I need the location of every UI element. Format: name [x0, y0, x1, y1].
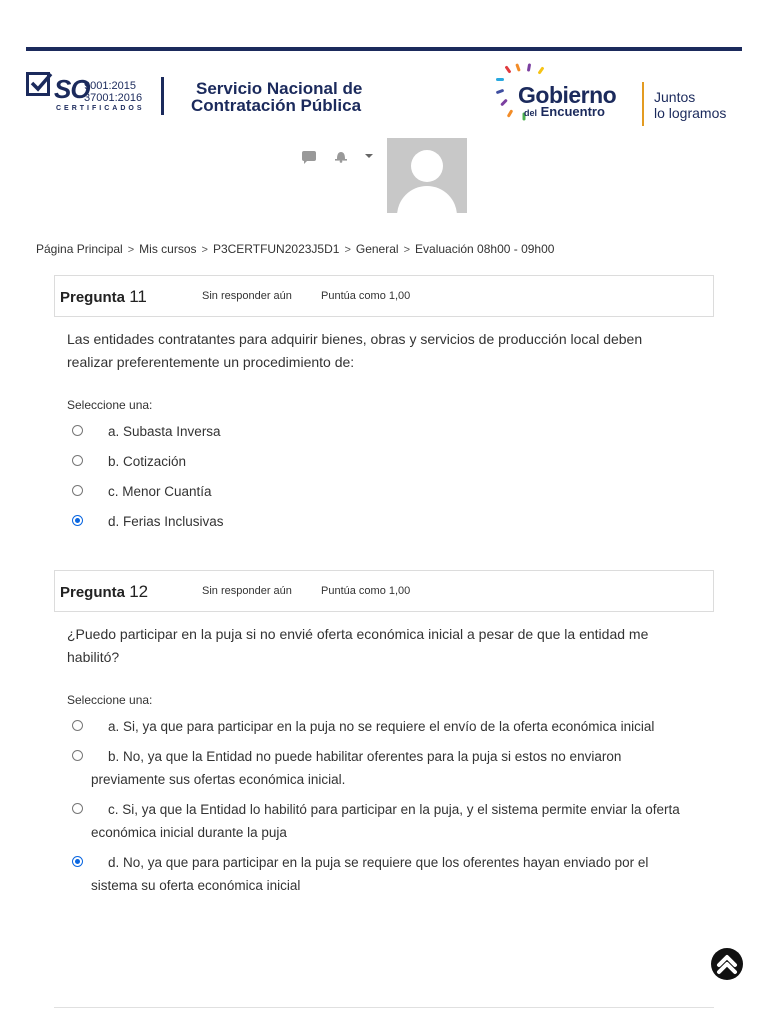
select-one-label: Seleccione una: — [67, 693, 153, 707]
answer-option[interactable] — [72, 480, 682, 503]
answer-option-label[interactable]: d. No, ya que para participar en la puja se requiere que los oferentes hayan enviado por el sistema su oferta económica inicial — [91, 855, 649, 893]
iso-certification-logo — [26, 72, 145, 116]
logo-ray — [515, 63, 521, 72]
chevron-right-icon: > — [201, 244, 208, 256]
iso-caption: CERTIFICADOS — [56, 105, 145, 112]
logo-ray — [504, 65, 511, 73]
logo-ray — [537, 66, 544, 74]
gobierno-subtitle-main: Encuentro — [540, 104, 605, 119]
question-title-prefix: Pregunta — [60, 289, 126, 306]
radio-button[interactable] — [72, 485, 83, 496]
gobierno-title: Gobierno — [518, 82, 617, 108]
answer-option[interactable] — [72, 420, 682, 443]
question-header — [54, 570, 714, 612]
avatar[interactable] — [387, 138, 467, 213]
question-number: 11 — [129, 287, 147, 306]
answer-option[interactable] — [72, 510, 682, 533]
gobierno-subtitle-prefix: del — [524, 108, 538, 118]
breadcrumb-course[interactable]: P3CERTFUN2023J5D1 — [212, 242, 340, 256]
answer-option[interactable] — [72, 851, 682, 897]
bell-icon[interactable] — [334, 149, 347, 163]
slogan-line-2: lo logramos — [654, 105, 727, 121]
question-text: ¿Puedo participar en la puja si no envié oferta económica inicial a pesar de que la entidad me habilitó? — [67, 626, 649, 665]
radio-button[interactable] — [72, 455, 83, 466]
answer-option-label[interactable]: c. Menor Cuantía — [108, 484, 212, 499]
logo-ray — [507, 109, 514, 117]
logo-ray — [496, 78, 504, 81]
question-status: Sin responder aún — [202, 290, 292, 302]
radio-button-selected[interactable] — [72, 856, 83, 867]
checkbox-check-icon — [26, 72, 50, 96]
radio-button-selected[interactable] — [72, 515, 83, 526]
question-grade: Puntúa como 1,00 — [321, 585, 411, 597]
answer-option-label[interactable]: c. Si, ya que la Entidad lo habilitó para participar en la puja, y el sistema permite enviar la oferta económica inicial durante la puja — [91, 802, 680, 840]
question-number: 12 — [129, 582, 149, 601]
answer-option[interactable] — [72, 450, 682, 473]
answer-option-label[interactable]: a. Subasta Inversa — [108, 424, 221, 439]
answer-option-label[interactable]: b. No, ya que la Entidad no puede habilitar oferentes para la puja si estos no enviaron previamente sus ofertas económica inicial. — [91, 749, 622, 787]
radio-button[interactable] — [72, 425, 83, 436]
sercop-line-2: Contratación Pública — [191, 96, 362, 115]
breadcrumb-my-courses[interactable]: Mis cursos — [139, 242, 197, 256]
radio-button[interactable] — [72, 720, 83, 731]
question-title — [60, 582, 148, 602]
slogan — [654, 89, 726, 121]
logo-ray — [500, 99, 508, 107]
question-text: Las entidades contratantes para adquirir bienes, obras y servicios de producción local deben realizar preferentemente un procedimiento de: — [67, 331, 643, 370]
select-one-label: Seleccione una: — [67, 398, 153, 412]
slogan-divider — [642, 82, 644, 126]
gobierno-logo — [494, 60, 744, 130]
chevron-right-icon: > — [403, 244, 411, 256]
slogan-line-1: Juntos — [654, 89, 696, 105]
answer-option-label[interactable]: d. Ferias Inclusivas — [108, 514, 224, 529]
question-status: Sin responder aún — [202, 585, 292, 597]
iso-number-1: 9001:2015 — [84, 80, 136, 92]
chevron-up-icon — [711, 948, 743, 980]
iso-number-2: 37001:2016 — [84, 92, 143, 104]
question-title-prefix: Pregunta — [60, 584, 126, 601]
avatar-body — [397, 186, 457, 213]
answer-option[interactable] — [72, 745, 682, 791]
question-title — [60, 287, 147, 307]
breadcrumb-section[interactable]: General — [355, 242, 399, 256]
breadcrumb-home[interactable]: Página Principal — [36, 242, 123, 256]
gobierno-subtitle — [524, 104, 605, 119]
breadcrumb-quiz[interactable]: Evaluación 08h00 - 09h00 — [415, 242, 555, 256]
logo-ray — [527, 63, 531, 71]
logo-divider — [161, 77, 164, 115]
chevron-right-icon: > — [344, 244, 351, 256]
sercop-line-1: Servicio Nacional de — [196, 79, 363, 98]
avatar-head — [411, 150, 443, 182]
answer-option[interactable] — [72, 798, 682, 844]
question-header — [54, 275, 714, 317]
top-bar — [26, 47, 742, 51]
radio-button[interactable] — [72, 803, 83, 814]
answer-option-label[interactable]: a. Si, ya que para participar en la puja no se requiere el envío de la oferta económica inicial — [108, 719, 655, 734]
logo-ray — [496, 89, 505, 95]
radio-button[interactable] — [72, 750, 83, 761]
footer-divider — [54, 1007, 714, 1008]
chevron-right-icon: > — [127, 244, 135, 256]
breadcrumb — [36, 242, 554, 256]
question-grade: Puntúa como 1,00 — [321, 290, 411, 302]
sercop-logo — [191, 80, 362, 114]
back-to-top-button[interactable] — [711, 948, 743, 980]
iso-letters: SO — [54, 74, 90, 104]
chat-bubble-icon[interactable] — [302, 151, 316, 161]
chevron-down-icon[interactable] — [365, 154, 373, 158]
answer-option-label[interactable]: b. Cotización — [108, 454, 187, 469]
answer-option[interactable] — [72, 715, 682, 738]
